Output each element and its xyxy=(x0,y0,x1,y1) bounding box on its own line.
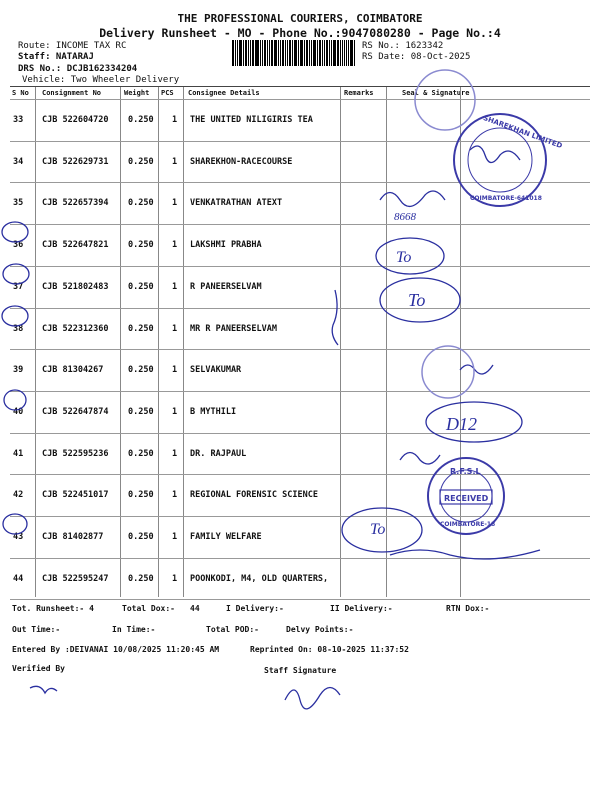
entered-by: Entered By :DEIVANAI 10/08/2025 11:20:45 AM xyxy=(12,645,220,654)
cell-sno: 41 xyxy=(13,448,24,459)
cell-pcs: 1 xyxy=(172,406,178,417)
runsheet-subtitle: Delivery Runsheet - MO - Phone No.:9047080280 - Page No.:4 xyxy=(99,26,501,40)
cell-sno: 43 xyxy=(13,532,24,542)
staff-label: Staff: NATARAJ xyxy=(18,52,94,62)
cell-sno: 34 xyxy=(13,156,24,167)
delvy-points: Delvy Points:- xyxy=(286,625,354,634)
cell-cno: CJB 521802483 xyxy=(42,281,109,292)
cell-pcs: 1 xyxy=(172,240,178,251)
sig-row35 xyxy=(380,191,445,206)
col-pcs: PCS xyxy=(161,89,174,97)
route-label: Route: INCOME TAX RC xyxy=(18,41,127,51)
row38-circle xyxy=(2,306,28,326)
cell-sno: 36 xyxy=(13,240,24,251)
col-consignment: Consignment No xyxy=(42,89,102,97)
cell-weight: 0.250 xyxy=(128,198,154,209)
row37-circle xyxy=(3,264,29,284)
stamp-rfsl-city: COIMBATORE-18 xyxy=(440,521,496,528)
col-weight: Weight xyxy=(124,89,150,97)
cell-weight: 0.250 xyxy=(128,323,154,334)
cell-weight: 0.250 xyxy=(128,281,154,292)
cell-cno: CJB 522312360 xyxy=(42,323,109,334)
cell-weight: 0.250 xyxy=(128,448,154,459)
cell-sno: 44 xyxy=(13,573,24,584)
staff-signature: Staff Signature xyxy=(264,666,337,675)
cell-pcs: 1 xyxy=(172,115,178,125)
cell-pcs: 1 xyxy=(172,156,178,167)
stamp-sharekhan-city: COIMBATORE-641018 xyxy=(470,195,542,202)
cell-weight: 0.250 xyxy=(128,240,154,251)
cell-sno: 42 xyxy=(13,490,24,501)
cell-weight: 0.250 xyxy=(128,532,154,542)
col-seal: Seal & Signature xyxy=(402,89,470,97)
cell-pcs: 1 xyxy=(172,448,178,459)
rtn-dox: RTN Dox:- xyxy=(446,604,490,613)
total-dox-value: 44 xyxy=(190,604,200,613)
stamp-sharekhan: SHAREKHAN LIMITED xyxy=(482,114,564,151)
cell-pcs: 1 xyxy=(172,281,178,292)
cell-sno: 39 xyxy=(13,365,24,376)
col-sno: S No xyxy=(12,89,29,97)
col-details: Consignee Details xyxy=(188,89,260,97)
sharekhan-stamp xyxy=(454,114,563,206)
cell-pcs: 1 xyxy=(172,365,178,376)
rfsl-stamp xyxy=(428,458,504,534)
cell-weight: 0.250 xyxy=(128,365,154,376)
to-mark-1: To xyxy=(396,249,412,266)
vehicle-label: Vehicle: Two Wheeler Delivery xyxy=(22,75,180,85)
note-8668: 8668 xyxy=(394,211,416,223)
cell-pcs: 1 xyxy=(172,490,178,501)
d12-note: D12 xyxy=(446,414,477,434)
stamp-received: RECEIVED xyxy=(444,494,489,503)
cell-cno: CJB 81304267 xyxy=(42,365,104,376)
cell-sno: 38 xyxy=(13,323,24,334)
drs-label: DRS No.: DCJB162334204 xyxy=(18,64,138,74)
verified-by: Verified By xyxy=(12,664,65,673)
cell-details: DR. RAJPAUL xyxy=(190,448,247,459)
cell-pcs: 1 xyxy=(172,323,178,334)
row40-circle xyxy=(4,390,26,410)
cell-sno: 35 xyxy=(13,198,24,209)
to-mark-3: To xyxy=(370,521,386,538)
cell-details: LAKSHMI PRABHA xyxy=(190,240,262,251)
total-pod: Total POD:- xyxy=(206,625,259,634)
cell-weight: 0.250 xyxy=(128,156,154,167)
cell-details: B MYTHILI xyxy=(190,406,237,417)
cell-details: SELVAKUMAR xyxy=(190,365,242,376)
cell-cno: CJB 522595236 xyxy=(42,448,109,459)
cell-sno: 37 xyxy=(13,281,24,292)
to-mark-2: To xyxy=(408,290,426,310)
tot-runsheet: Tot. Runsheet:- 4 xyxy=(12,604,94,613)
cell-cno: CJB 522595247 xyxy=(42,573,109,584)
cell-cno: CJB 522647874 xyxy=(42,406,109,417)
cell-details: REGIONAL FORENSIC SCIENCE xyxy=(190,490,318,501)
cell-weight: 0.250 xyxy=(128,573,154,584)
cell-details: FAMILY WELFARE xyxy=(190,532,262,542)
cell-details: MR R PANEERSELVAM xyxy=(190,323,277,334)
total-dox-label: Total Dox:- xyxy=(122,604,175,613)
row36-circle xyxy=(2,222,28,242)
cell-details: R PANEERSELVAM xyxy=(190,281,262,292)
cell-cno: CJB 522629731 xyxy=(42,156,109,167)
out-time: Out Time:- xyxy=(12,625,61,634)
cell-pcs: 1 xyxy=(172,573,178,584)
cell-details: VENKATRATHAN ATEXT xyxy=(190,198,283,209)
stamp-rfsl: R.F.S.L xyxy=(450,467,481,476)
cell-cno: CJB 522604720 xyxy=(42,115,109,125)
cell-pcs: 1 xyxy=(172,532,178,542)
i-delivery: I Delivery:- xyxy=(226,604,284,613)
cell-sno: 40 xyxy=(13,406,24,417)
cell-cno: CJB 522451017 xyxy=(42,490,109,501)
company-title: THE PROFESSIONAL COURIERS, COIMBATORE xyxy=(177,12,423,25)
cell-sno: 33 xyxy=(13,115,24,125)
in-time: In Time:- xyxy=(112,625,156,634)
cell-weight: 0.250 xyxy=(128,406,154,417)
row43-circle xyxy=(3,514,27,534)
cell-weight: 0.250 xyxy=(128,490,154,501)
cell-details: THE UNITED NILIGIRIS TEA xyxy=(190,115,313,125)
cell-weight: 0.250 xyxy=(128,115,154,125)
reprinted-on: Reprinted On: 08-10-2025 11:37:52 xyxy=(250,645,409,654)
ii-delivery: II Delivery:- xyxy=(330,604,393,613)
cell-details: SHAREKHON-RACECOURSE xyxy=(190,156,293,167)
cell-cno: CJB 522647821 xyxy=(42,240,109,251)
cell-cno: CJB 522657394 xyxy=(42,198,109,209)
cell-pcs: 1 xyxy=(172,198,178,209)
rs-date: RS Date: 08-Oct-2025 xyxy=(362,52,471,62)
cell-details: POONKODI, M4, OLD QUARTERS, xyxy=(190,573,329,584)
col-remarks: Remarks xyxy=(344,89,374,97)
rs-number: RS No.: 1623342 xyxy=(362,41,444,51)
cell-cno: CJB 81402877 xyxy=(42,532,104,542)
